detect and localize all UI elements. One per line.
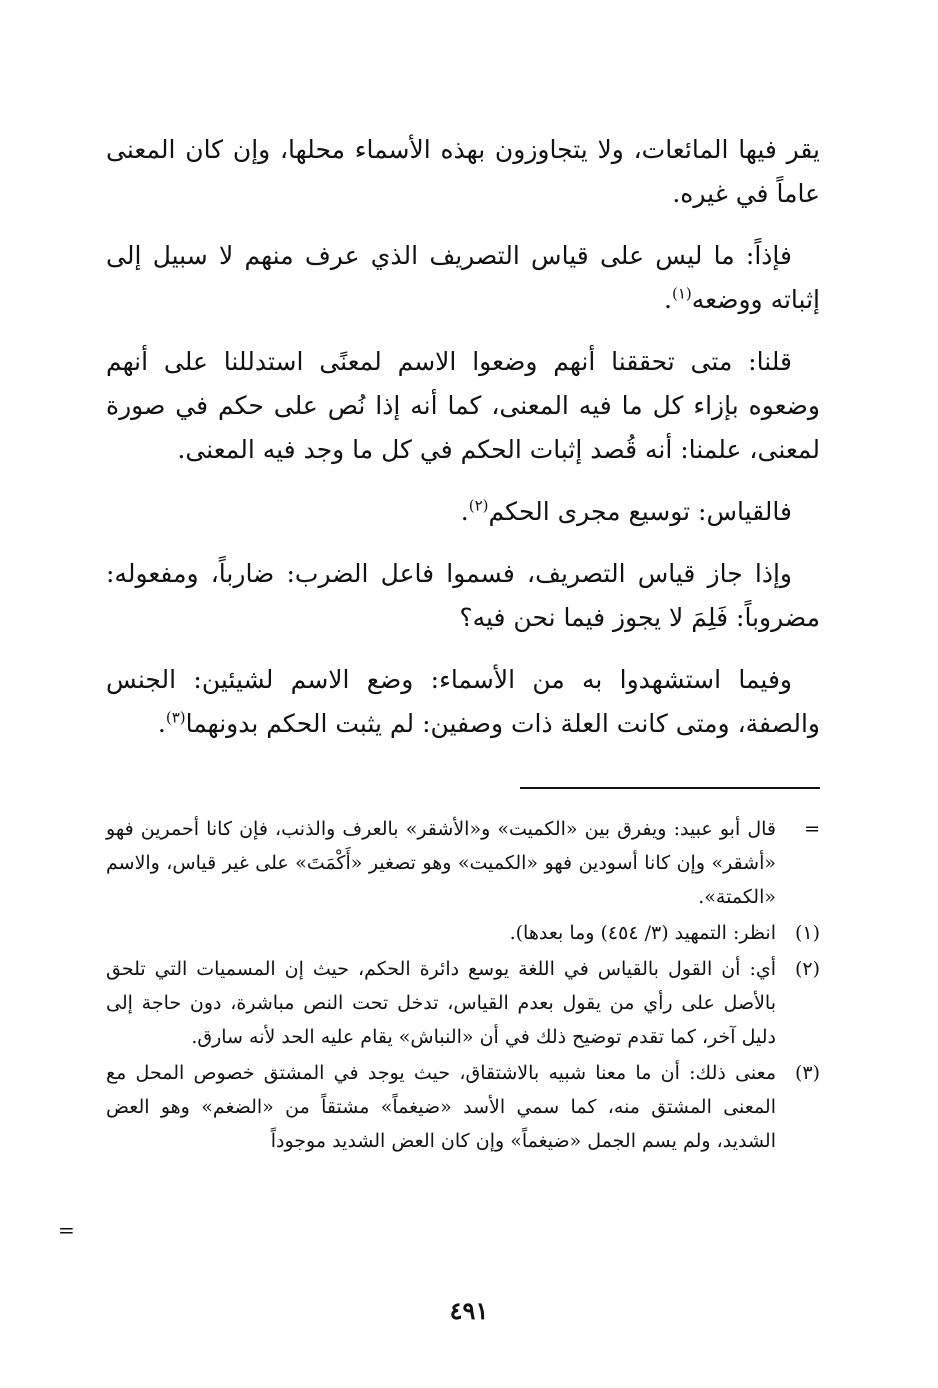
paragraph-4-end: . bbox=[460, 497, 469, 526]
paragraph-6 bbox=[106, 658, 820, 746]
footnote-1 bbox=[106, 916, 820, 950]
footnote-2-text: أي: أن القول بالقياس في اللغة يوسع دائرة الحكم، حيث إن المسميات التي تلحق بالأصل على رأي من يقول بعدم القياس، تدخل تحت النص مباشرة، دون حاجة إلى دليل آخر، كما تقدم توضيح ذلك في أن «النباش» يقام عليه الحد لأنه سارق. bbox=[106, 958, 776, 1048]
paragraph-5 bbox=[106, 552, 820, 640]
footnote-separator bbox=[520, 787, 820, 789]
footnote-continued bbox=[106, 812, 820, 914]
paragraph-3-text: قلنا: متى تحققنا أنهم وضعوا الاسم لمعنًى استدللنا على أنهم وضعوه بإزاء كل ما فيه المعنى، كما أنه إذا نُص على حكم في صورة لمعنى، علمنا: أنه قُصد إثبات الحكم في كل ما وجد فيه المعنى. bbox=[106, 347, 820, 464]
paragraph-2-end: . bbox=[664, 285, 672, 314]
paragraph-4 bbox=[106, 490, 820, 534]
paragraph-1 bbox=[106, 128, 820, 216]
footnote-2 bbox=[106, 952, 820, 1054]
paragraph-1-text: يقر فيها المائعات، ولا يتجاوزون بهذه الأسماء محلها، وإن كان المعنى عاماً في غيره. bbox=[106, 135, 820, 208]
paragraph-2-text: فإذاً: ما ليس على قياس التصريف الذي عرف منهم لا سبيل إلى إثباته ووضعه bbox=[106, 241, 820, 314]
footnote-1-text: انظر: التمهيد (٣/ ٤٥٤) وما بعدها). bbox=[509, 922, 776, 944]
footnote-3 bbox=[106, 1056, 820, 1158]
footnote-continued-marker: = bbox=[804, 818, 820, 840]
footnote-ref-3: (٣) bbox=[165, 708, 186, 727]
footnote-ref-1: (١) bbox=[672, 284, 692, 303]
footnote-1-marker: (١) bbox=[794, 922, 820, 944]
page-number: ٤٩١ bbox=[449, 1296, 489, 1325]
footnote-3-marker: (٣) bbox=[794, 1062, 820, 1084]
footnote-3-text: معنى ذلك: أن ما معنا شبيه بالاشتقاق، حيث يوجد في المشتق خصوص المحل مع المعنى المشتق منه، كما سمي الأسد «ضيغماً» مشتقاً من «الضغم» وهو العض الشديد، ولم يسم الجمل «ضيغماً» وإن كان العض الشديد موجوداً bbox=[106, 1062, 776, 1152]
paragraph-6-text: وفيما استشهدوا به من الأسماء: وضع الاسم لشيئين: الجنس والصفة، ومتى كانت العلة ذات وصفين: لم يثبت الحكم بدونهما bbox=[106, 665, 820, 738]
paragraph-6-end: . bbox=[157, 709, 166, 738]
paragraph-2 bbox=[106, 234, 820, 322]
paragraph-3 bbox=[106, 340, 820, 472]
paragraph-5-text: وإذا جاز قياس التصريف، فسموا فاعل الضرب: ضارباً، ومفعوله: مضروباً: فَلِمَ لا يجوز فيما نحن فيه؟ bbox=[106, 559, 820, 632]
paragraph-4-text: فالقياس: توسيع مجرى الحكم bbox=[488, 497, 792, 526]
footnote-continues-marker: = bbox=[58, 1218, 75, 1242]
footnotes bbox=[106, 812, 820, 1160]
footnote-continued-text: قال أبو عبيد: ويفرق بين «الكميت» و«الأشقر» بالعرف والذنب، فإن كانا أحمرين فهو «أشقر» وإن كانا أسودين فهو «الكميت» وهو تصغير «أَكْمَتَ» على غير قياس، والاسم «الكمتة». bbox=[106, 818, 776, 908]
footnote-2-marker: (٢) bbox=[794, 958, 820, 980]
footnote-ref-2: (٢) bbox=[468, 496, 489, 515]
main-text bbox=[106, 128, 820, 764]
